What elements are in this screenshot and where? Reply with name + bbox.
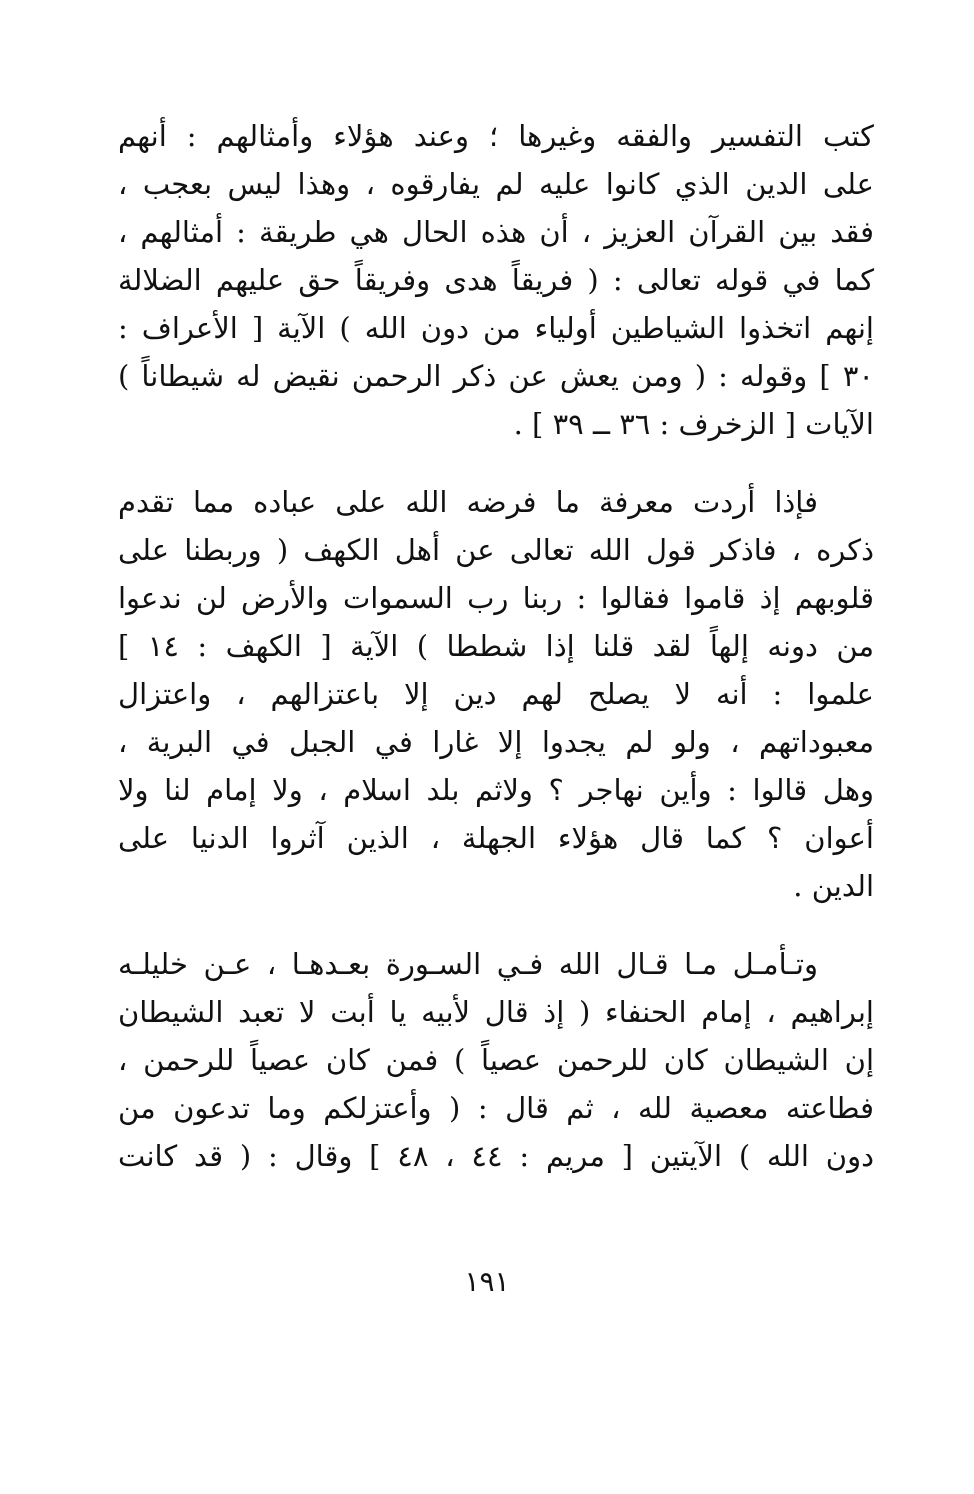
text-line: من دونه إلهاً لقد قلنا إذا شططا ) الآية [ الكهف : ١٤ ] <box>118 629 874 663</box>
text-line: أعوان ؟ كما قال هؤلاء الجهلة ، الذين آثروا الدنيا على <box>118 821 874 855</box>
page-body <box>118 112 874 1180</box>
text-line: فإذا أردت معرفة ما فرضه الله على عباده مما تقدم <box>118 485 818 519</box>
text-line: الآيات [ الزخرف : ٣٦ ــ ٣٩ ] . <box>513 407 874 441</box>
text-line: فقد بين القرآن العزيز ، أن هذه الحال هي طريقة : أمثالهم ، <box>118 215 874 249</box>
text-line: قلوبهم إذ قاموا فقالوا : ربنا رب السموات والأرض لن ندعوا <box>118 581 874 615</box>
text-line: دون الله ) الآيتين [ مريم : ٤٤ ، ٤٨ ] وقال : ( قد كانت <box>118 1139 874 1173</box>
text-line: معبوداتهم ، ولو لم يجدوا إلا غارا في الجبل في البرية ، <box>118 725 874 759</box>
text-line: علموا : أنه لا يصلح لهم دين إلا باعتزالهم ، واعتزال <box>118 677 874 711</box>
text-line: الدين . <box>793 869 874 903</box>
text-line: كما في قوله تعالى : ( فريقاً هدى وفريقاً حق عليهم الضلالة <box>118 263 874 297</box>
text-line: إن الشيطان كان للرحمن عصياً ) فمن كان عصياً للرحمن ، <box>118 1043 874 1077</box>
text-line: على الدين الذي كانوا عليه لم يفارقوه ، وهذا ليس بعجب ، <box>118 167 874 201</box>
paragraph-2 <box>118 478 874 910</box>
text-line: إنهم اتخذوا الشياطين أولياء من دون الله ) الآية [ الأعراف : <box>118 311 874 345</box>
text-line: وتـأمـل مـا قـال الله فـي السـورة بعـدهـا ، عـن خليلـه <box>118 947 818 981</box>
page-number: ١٩١ <box>464 1265 510 1298</box>
text-line: فطاعته معصية لله ، ثم قال : ( وأعتزلكم وما تدعون من <box>118 1091 874 1125</box>
text-line: ٣٠ ] وقوله : ( ومن يعش عن ذكر الرحمن نقيض له شيطاناً ) <box>118 359 874 393</box>
paragraph-gap <box>118 448 874 478</box>
paragraph-gap <box>118 910 874 940</box>
paragraph-3 <box>118 940 874 1180</box>
text-line: ذكره ، فاذكر قول الله تعالى عن أهل الكهف ( وربطنا على <box>118 533 874 567</box>
text-line: وهل قالوا : وأين نهاجر ؟ ولاثم بلد اسلام ، ولا إمام لنا ولا <box>118 773 874 807</box>
text-line: كتب التفسير والفقه وغيرها ؛ وعند هؤلاء وأمثالهم : أنهم <box>118 119 874 153</box>
text-line: إبراهيم ، إمام الحنفاء ( إذ قال لأبيه يا أبت لا تعبد الشيطان <box>118 995 874 1029</box>
paragraph-1 <box>118 112 874 448</box>
